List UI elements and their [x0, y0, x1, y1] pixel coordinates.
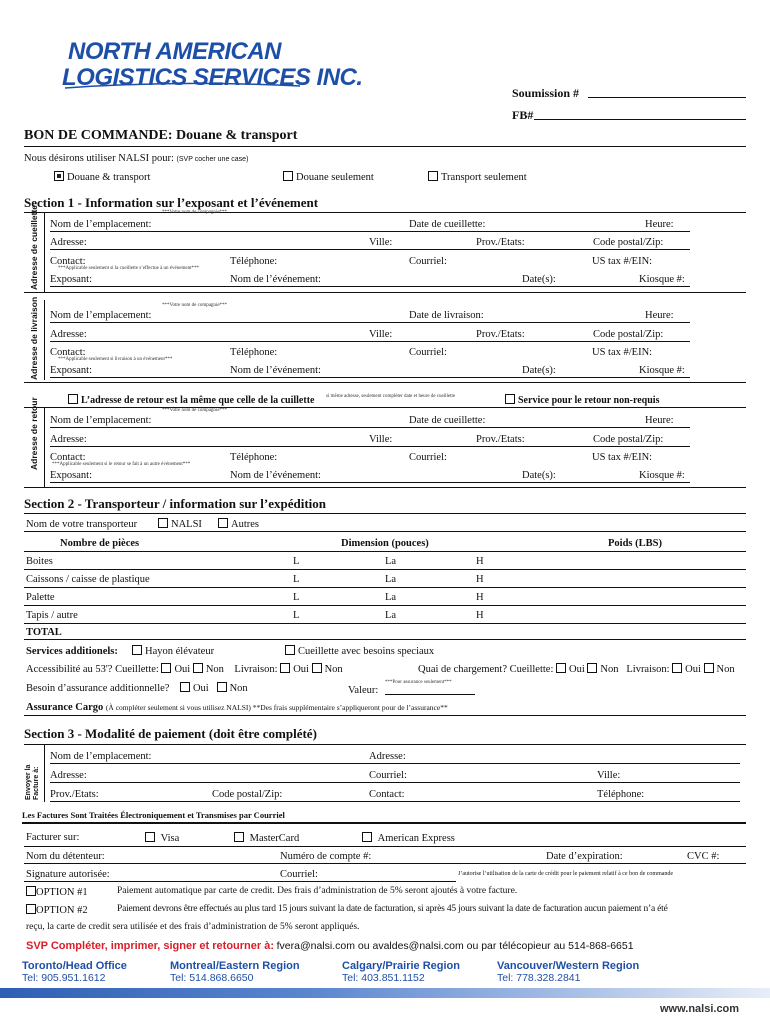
office-name: Vancouver/Western Region: [497, 960, 640, 972]
card-row-line[interactable]: [24, 863, 746, 864]
non-label: Non: [229, 683, 248, 694]
intro-note: (SVP cocher une case): [176, 156, 249, 163]
dim-la: La: [385, 610, 397, 621]
option-label: Transport seulement: [441, 172, 527, 183]
fb-field[interactable]: [534, 119, 746, 120]
hayon-option[interactable]: [132, 645, 214, 657]
non-label: Non: [600, 664, 619, 675]
billing-email-label: Courriel:: [369, 770, 407, 781]
checkbox-icon[interactable]: [505, 394, 515, 404]
non-label: Non: [324, 664, 343, 675]
billing-address2-label: Adresse:: [50, 770, 87, 781]
side-label-delivery: Adresse de livraison: [29, 296, 39, 380]
livraison-label: Livraison:: [626, 664, 670, 675]
insurance-row: [26, 682, 248, 694]
oui-label: Oui: [569, 664, 585, 675]
side-label-billing: Envoyer la Facture à:: [25, 764, 40, 800]
return-dates-label: Date(s):: [522, 470, 556, 481]
checkbox-icon[interactable]: [556, 663, 566, 673]
delivery-row2-line[interactable]: [50, 341, 690, 342]
office-tel: Tel: 403.851.1152: [342, 972, 425, 984]
autres-label: Autres: [231, 519, 259, 530]
return-contact-label: Contact:: [50, 452, 86, 463]
col-pieces: Nombre de pièces: [60, 538, 140, 549]
page-title: BON DE COMMANDE: Douane & transport: [24, 128, 298, 143]
dim-l: L: [293, 574, 300, 585]
logo-line-2: LOGISTICS SERVICES INC.: [62, 64, 363, 91]
office-tel: Tel: 514.868.6650: [170, 972, 254, 984]
dim-l: L: [293, 556, 300, 567]
total-label: TOTAL: [26, 627, 62, 638]
return-email-label: Courriel:: [409, 452, 447, 463]
return-same-option[interactable]: [68, 394, 314, 406]
nalsi-label: NALSI: [171, 519, 202, 530]
pickup-row2-line[interactable]: [50, 249, 690, 250]
billing-location-label: Nom de l’emplacement:: [50, 751, 152, 762]
pickup-event-label: Nom de l’événement:: [230, 274, 321, 285]
authorize-note: J’autorise l’utilisation de la carte de crédit pour le paiement relatif à ce bon de commande: [458, 871, 674, 877]
option-label: Douane & transport: [67, 172, 151, 183]
pickup-time-label: Heure:: [645, 219, 674, 230]
footer-bar: [0, 988, 770, 998]
row-label: Caissons / caisse de plastique: [26, 574, 150, 585]
delivery-event-label: Nom de l’événement:: [230, 365, 321, 376]
quai-row: [418, 663, 735, 675]
checkbox-icon[interactable]: [283, 171, 293, 181]
office-block: [22, 960, 127, 984]
logo-swoosh: [60, 40, 310, 90]
delivery-event-note: ***Applicable seulement si livraison à un événement***: [58, 357, 173, 362]
checkbox-icon[interactable]: [312, 663, 322, 673]
soumission-label: Soumission #: [512, 86, 580, 100]
delivery-row4-line[interactable]: [50, 377, 690, 378]
pickup-ustax-label: US tax #/EIN:: [592, 256, 653, 267]
account-label: Numéro de compte #:: [280, 851, 372, 862]
non-label: Non: [716, 664, 735, 675]
office-name: Toronto/Head Office: [22, 960, 127, 972]
delivery-prov-label: Prov./Etats:: [476, 329, 525, 340]
cargo-label: Assurance Cargo: [26, 702, 104, 713]
option1-label: OPTION #1: [36, 887, 88, 898]
col-weight: Poids (LBS): [608, 538, 662, 549]
option2-label: OPTION #2: [36, 905, 88, 916]
return-ustax-label: US tax #/EIN:: [592, 452, 653, 463]
option1-choice[interactable]: [26, 886, 88, 898]
pickup-prov-label: Prov./Etats:: [476, 237, 525, 248]
services-label: Services additionels:: [26, 646, 118, 657]
office-block: [170, 960, 300, 984]
billing-contact-label: Contact:: [369, 789, 405, 800]
checkbox-icon[interactable]: [26, 904, 36, 914]
cvc-label: CVC #:: [687, 851, 720, 862]
dim-h: H: [476, 556, 484, 567]
return-booth-label: Kiosque #:: [639, 470, 685, 481]
col-dimension: Dimension (pouces): [341, 538, 429, 549]
checkbox-icon[interactable]: [180, 682, 190, 692]
return-row4-line[interactable]: [50, 482, 690, 483]
delivery-address-label: Adresse:: [50, 329, 87, 340]
office-block: [497, 960, 639, 984]
oui-label: Oui: [293, 664, 309, 675]
delivery-time-label: Heure:: [645, 310, 674, 321]
option2-continued: reçu, la carte de credit sera utilisée et des frais d’administration de 5% seront appliqués.: [26, 922, 360, 932]
billing-row3-line[interactable]: [50, 801, 740, 802]
carrier-other-option[interactable]: [218, 518, 259, 530]
delivery-location-label: Nom de l’emplacement:: [50, 310, 152, 321]
holder-label: Nom du détenteur:: [26, 851, 105, 862]
row-line[interactable]: [24, 569, 746, 570]
delivery-ustax-label: US tax #/EIN:: [592, 347, 653, 358]
visa-label: Visa: [160, 833, 180, 844]
pickup-contact-label: Contact:: [50, 256, 86, 267]
return-same-label: L’adresse de retour est la même que celle de la cuillette: [81, 395, 315, 406]
logo-line-1: NORTH AMERICAN: [68, 38, 281, 65]
pickup-exhibitor-label: Exposant:: [50, 274, 92, 285]
access53-row: [26, 663, 343, 675]
intro-line: [24, 153, 248, 164]
insurance-label: Besoin d’assurance additionnelle?: [26, 683, 170, 694]
row-line[interactable]: [24, 605, 746, 606]
carrier-label: Nom de votre transporteur: [26, 519, 138, 530]
no-return-label: Service pour le retour non-requis: [518, 395, 660, 406]
checkbox-icon[interactable]: [672, 663, 682, 673]
cargo-note: (À compléter seulement si vous utilisez NALSI) **Des frais supplémentaire s’appliqueront pour de l’assurance**: [105, 703, 448, 712]
delivery-phone-label: Téléphone:: [230, 347, 278, 358]
office-name: Calgary/Prairie Region: [342, 960, 460, 972]
checkbox-icon[interactable]: [68, 394, 78, 404]
row-line[interactable]: [24, 587, 746, 588]
return-time-label: Heure:: [645, 415, 674, 426]
dim-l: L: [293, 592, 300, 603]
dim-l: L: [293, 610, 300, 621]
pickup-address-label: Adresse:: [50, 237, 87, 248]
section1-title: Section 1 - Information sur l’exposant et l’événement: [24, 195, 319, 210]
oui-label: Oui: [174, 664, 191, 675]
delivery-exhibitor-label: Exposant:: [50, 365, 92, 376]
delivery-booth-label: Kiosque #:: [639, 365, 685, 376]
checkbox-icon[interactable]: [217, 682, 227, 692]
checkbox-icon[interactable]: [587, 663, 597, 673]
fb-label: FB#: [512, 108, 534, 122]
pickup-postal-label: Code postal/Zip:: [593, 237, 664, 248]
option-label: Douane seulement: [296, 172, 374, 183]
return-phone-label: Téléphone:: [230, 452, 278, 463]
dim-h: H: [476, 592, 484, 603]
row-line[interactable]: [24, 623, 746, 624]
delivery-dates-label: Date(s):: [522, 365, 556, 376]
delivery-city-label: Ville:: [369, 329, 393, 340]
row-label: Boites: [26, 556, 53, 567]
billing-row1-line[interactable]: [50, 763, 740, 764]
oui-label: Oui: [685, 664, 701, 675]
card-amex-option[interactable]: [362, 832, 455, 844]
billing-postal-label: Code postal/Zip:: [212, 789, 283, 800]
billing-address-label: Adresse:: [369, 751, 406, 762]
pickup-email-label: Courriel:: [409, 256, 447, 267]
return-same-note: si même adresse, seulement compléter date et heure de cueillette: [326, 394, 456, 399]
checkbox-icon[interactable]: [145, 832, 155, 842]
bill-on-label: Facturer sur:: [26, 832, 80, 843]
pickup-row4-line[interactable]: [50, 286, 690, 287]
card-mastercard-option[interactable]: [234, 832, 299, 844]
intro-label: Nous désirons utiliser NALSI pour:: [24, 153, 174, 164]
billing-prov-label: Prov./Etats:: [50, 789, 99, 800]
electronic-notice: Les Factures Sont Traitées Électroniquement et Transmises par Courriel: [22, 810, 285, 820]
checkbox-icon[interactable]: [362, 832, 372, 842]
mastercard-label: MasterCard: [249, 833, 300, 844]
delivery-contact-label: Contact:: [50, 347, 86, 358]
checkbox-icon[interactable]: [280, 663, 290, 673]
return-exhibitor-label: Exposant:: [50, 470, 92, 481]
website-link[interactable]: www.nalsi.com: [660, 1003, 740, 1015]
option2-text: Paiement devrons être effectués au plus tard 15 jours suivant la date de facturation, si après 45 jours suivant la date de facturation aucun paiement n’a été: [117, 904, 668, 914]
billing-phone-label: Téléphone:: [597, 789, 645, 800]
billing-city-label: Ville:: [597, 770, 621, 781]
livraison-label: Livraison:: [234, 664, 278, 675]
value-field[interactable]: [385, 694, 475, 695]
pickup-phone-label: Téléphone:: [230, 256, 278, 267]
side-label-return: Adresse de retour: [29, 397, 39, 470]
pickup-row1-line[interactable]: [50, 231, 690, 232]
return-city-label: Ville:: [369, 434, 393, 445]
non-label: Non: [205, 664, 224, 675]
return-event-label: Nom de l’événement:: [230, 470, 321, 481]
option-douane[interactable]: [283, 171, 374, 183]
company-note: ***Votre nom de compagnie***: [162, 408, 228, 413]
office-tel: Tel: 905.951.1612: [22, 972, 106, 984]
dim-la: La: [385, 556, 397, 567]
row-label: Palette: [26, 592, 55, 603]
office-tel: Tel: 778.328.2841: [497, 972, 581, 984]
return-location-label: Nom de l’emplacement:: [50, 415, 152, 426]
value-label: Valeur:: [348, 685, 379, 696]
checkbox-icon[interactable]: [132, 645, 142, 655]
checkbox-icon[interactable]: [218, 518, 228, 528]
section2-title: Section 2 - Transporteur / information sur l’expédition: [24, 496, 327, 511]
access53-label: Accessibilité au 53'? Cueillette:: [26, 664, 159, 675]
checkbox-icon[interactable]: [234, 832, 244, 842]
checkbox-icon[interactable]: [161, 663, 171, 673]
footer-cta: SVP Compléter, imprimer, signer et retourner à:: [26, 940, 274, 952]
return-row1-line[interactable]: [50, 427, 690, 428]
dim-la: La: [385, 592, 397, 603]
dim-la: La: [385, 574, 397, 585]
option-transport[interactable]: [428, 171, 527, 183]
signature-row-line[interactable]: [24, 881, 456, 882]
dim-h: H: [476, 574, 484, 585]
delivery-postal-label: Code postal/Zip:: [593, 329, 664, 340]
carrier-nalsi-option[interactable]: [158, 518, 202, 530]
delivery-row1-line[interactable]: [50, 322, 690, 323]
special-pickup-option[interactable]: [285, 645, 434, 657]
checkbox-icon[interactable]: [704, 663, 714, 673]
company-note: ***Votre nom de compagnie***: [162, 303, 228, 308]
footer-contact-line[interactable]: fvera@nalsi.com ou avaldes@nalsi.com ou par télécopieur au 514-868-6651: [276, 940, 634, 952]
oui-label: Oui: [192, 683, 209, 694]
pickup-city-label: Ville:: [369, 237, 393, 248]
soumission-field[interactable]: [588, 97, 746, 98]
return-event-note: ***Applicable seulement si le retour se fait à un autre événement***: [52, 462, 191, 467]
hayon-label: Hayon élévateur: [145, 646, 215, 657]
card-visa-option[interactable]: [145, 832, 179, 844]
pickup-booth-label: Kiosque #:: [639, 274, 685, 285]
row-label: Tapis / autre: [26, 610, 78, 621]
return-row2-line[interactable]: [50, 446, 690, 447]
pickup-event-note: ***Applicable seulement si la cueillette s’effectue à un événement***: [58, 266, 199, 271]
cargo-line: [26, 702, 448, 713]
return-prov-label: Prov./Etats:: [476, 434, 525, 445]
option2-choice[interactable]: [26, 904, 88, 916]
delivery-email-label: Courriel:: [409, 347, 447, 358]
company-note: ***Votre nom de compagnie***: [162, 210, 228, 215]
checkbox-icon[interactable]: [54, 171, 64, 181]
checkbox-icon[interactable]: [285, 645, 295, 655]
checkbox-icon[interactable]: [193, 663, 203, 673]
section3-title: Section 3 - Modalité de paiement (doit être complété): [24, 726, 317, 741]
delivery-date-label: Date de livraison:: [409, 310, 484, 321]
return-date-label: Date de cueillette:: [409, 415, 486, 426]
dim-h: H: [476, 610, 484, 621]
checkbox-icon[interactable]: [158, 518, 168, 528]
checkbox-icon[interactable]: [428, 171, 438, 181]
signature-email-label: Courriel:: [280, 869, 318, 880]
pickup-date-label: Date de cueillette:: [409, 219, 486, 230]
insurance-note: ***Pour assurance seulement***: [385, 680, 452, 685]
office-block: [342, 960, 460, 984]
option1-text: Paiement automatique par carte de credit. Des frais d’administration de 5% seront ajoutés à votre facture.: [117, 886, 518, 896]
return-postal-label: Code postal/Zip:: [593, 434, 664, 445]
billing-row2-line[interactable]: [50, 782, 740, 783]
option-douane-transport[interactable]: [54, 171, 150, 183]
pickup-location-label: Nom de l’emplacement:: [50, 219, 152, 230]
side-label-pickup: Adresse de cueillette: [29, 204, 39, 290]
special-pickup-label: Cueillette avec besoins speciaux: [298, 646, 435, 657]
office-name: Montreal/Eastern Region: [170, 960, 300, 972]
amex-label: American Express: [377, 833, 455, 844]
expiry-label: Date d’expiration:: [546, 851, 623, 862]
quai-label: Quai de chargement? Cueillette:: [418, 664, 554, 675]
footer-contact: [26, 940, 634, 952]
pickup-dates-label: Date(s):: [522, 274, 556, 285]
return-address-label: Adresse:: [50, 434, 87, 445]
no-return-option[interactable]: [505, 394, 659, 406]
signature-label: Signature autorisée:: [26, 869, 110, 880]
checkbox-icon[interactable]: [26, 886, 36, 896]
